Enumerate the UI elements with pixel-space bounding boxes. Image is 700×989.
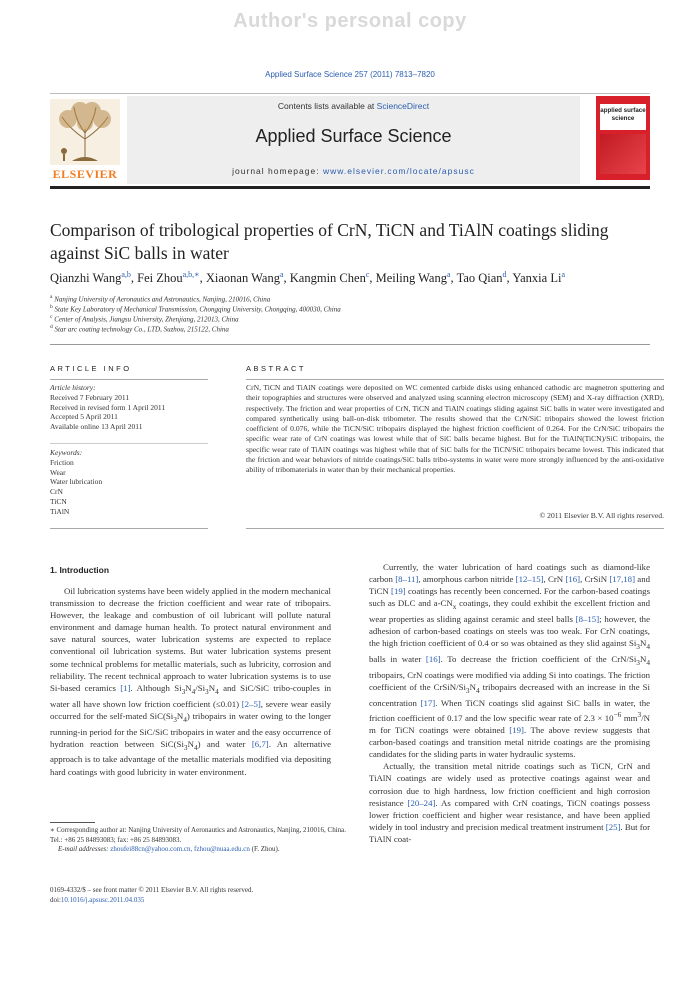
keyword: Water lubrication — [50, 477, 103, 487]
keyword: CrN — [50, 487, 63, 497]
cover-art — [600, 134, 646, 174]
affiliation-rule — [50, 344, 650, 345]
abstract-bottom-rule — [246, 528, 664, 529]
author-affiliation-marker[interactable]: c — [365, 270, 370, 279]
affiliation-c: $^c$ Center of Analysis, Jiangsu University, Zhenjiang, 212013, China — [50, 314, 239, 324]
cover-title: applied surface science — [600, 104, 646, 130]
footnote-rule — [50, 822, 95, 823]
elsevier-tree-logo — [50, 99, 120, 177]
author-name: Qianzhi Wang — [50, 271, 122, 286]
journal-homepage — [127, 166, 580, 176]
abstract-heading: ABSTRACT — [246, 364, 307, 373]
affiliation-b: $^b$ State Key Laboratory of Mechanical Transmission, Chongqing University, Chongqing, 400030, China — [50, 304, 341, 314]
email-links[interactable]: zhoufei88cn@yahoo.com.cn, fzhou@nuaa.edu.cn — [110, 845, 250, 853]
author-affiliation-marker[interactable]: a — [279, 270, 284, 279]
author-affiliation-marker[interactable]: a,b,∗ — [182, 270, 200, 279]
corresponding-author: ∗ Corresponding author at: Nanjing University of Aeronautics and Astronautics, Nanjing, 210016, China. Tel.: +86 25 84893083; fax: +86 25 84893083. — [50, 826, 346, 844]
homepage-link[interactable]: www.elsevier.com/locate/apsusc — [322, 166, 475, 176]
affiliation-a: $^a$ Nanjing University of Aeronautics and Astronautics, Nanjing, 210016, China — [50, 294, 271, 304]
history-revised: Received in revised form 1 April 2011 — [50, 402, 166, 412]
article-info-heading: ARTICLE INFO — [50, 364, 132, 373]
journal-name: Applied Surface Science — [255, 126, 452, 146]
elsevier-wordmark: ELSEVIER — [52, 167, 118, 181]
abstract-rule — [246, 379, 664, 380]
author-name: Xiaonan Wang — [205, 271, 280, 286]
front-matter-line: 0169-4332/$ – see front matter © 2011 Elsevier B.V. All rights reserved. — [50, 886, 254, 894]
author-name: Kangmin Chen — [289, 271, 366, 286]
author-name: Tao Qian — [456, 271, 503, 286]
contents-prefix: Contents lists available at — [277, 101, 377, 111]
author-name: Meiling Wang — [375, 271, 447, 286]
intro-column-left: Oil lubrication systems have been widely applied in the modern mechanical transmission to decrease the friction coefficient and wear rate of tribopairs. However, the leakage and combustion of oil lubricant will pollute natural environment and damage human health. To protect natural environment and save natural sources, water lubrication systems are expected to replace conventional oil lubrication systems. But water lubrication systems present some technical problems for metallic materials, such as lubricity, corrosion and reliability. The recent technical approach to water lubrication systems is to use Si-based ceramics [1]. Although $Si_3N_4/Si_3N_4$ and SiC/SiC tribo-couples in water all have shown low friction coefficient (≤0.01) [2–5], severe wear easily occurred for the self-mated $SiC(Si_3N_4)$ tribopairs in water owing to the longer running-in period for the SiC/SiC tribopairs in water and the easy occurrence of hydration reaction between $SiC(Si_3N_4)$ and water [6,7]. An alternative approach is to take advantage of the metallic materials modified via depositing hard coatings with good lubricity in water environment. — [50, 586, 332, 777]
author-name: Fei Zhou — [137, 271, 183, 286]
author-affiliation-marker[interactable]: a,b — [121, 270, 131, 279]
intro-column-right: Currently, the water lubrication of hard coatings such as diamond-like carbon [8–11], amorphous carbon nitride [12–15], CrN [16], CrSiN [17,18] and TiCN [19] coatings has recently been concerned. For the carbon-based coatings such as DLC and $a-CN_x$ coatings, they could exhibit the excellent friction and wear properties as sliding against ceramic and steel balls [8–15]; however, the adhesion of carbon-based coatings on steels was too weak. For CrN coatings, the high friction coefficient of 0.4 or so was obtained as they slid against $Si_3N_4$ balls in water [16]. To decrease the friction coefficient of the CrN/$Si_3N_4$ tribopairs, CrN coatings were modified via adding Si into coatings. The friction coefficient of the CrSiN/$Si_3N_4$ tribopairs decreased with an increase in the Si concentration [17]. When TiCN coatings slid against SiC balls in water, the friction coefficient of 0.17 and the low specific wear rate of $2.3 \times 10^{-6}$ $mm^3/N$ m for TiCN coatings were obtained [19]. The above review suggests that carbon-based coatings and transition metal nitride coatings are the promising candidates for the sliding parts in water hydraulic systems. Actually, the transition metal nitride coatings such as TiCN, CrN and TiAlN coatings are widely used as protective coatings against wear and corrosion due to high hardness, low friction coefficient and high corrosion resistance [20–24]. As compared with CrN coatings, TiCN coatings possess lower friction coefficient and higher wear resistance, and have been applied widely in tool industry and precision medical treatment instrument [25]. But for TiAlN coat- — [369, 562, 651, 844]
doi-line: doi:10.1016/j.apsusc.2011.04.035 — [50, 896, 145, 904]
keyword: TiCN — [50, 496, 67, 506]
author-affiliation-marker[interactable]: a — [446, 270, 451, 279]
article-title: Comparison of tribological properties of CrN, TiCN and TiAlN coatings sliding against SiC balls in water — [50, 220, 609, 263]
introduction-heading: 1. Introduction — [50, 565, 110, 575]
sciencedirect-link[interactable]: ScienceDirect — [376, 101, 430, 111]
contents-line — [127, 101, 580, 111]
issn-block — [50, 885, 370, 905]
affiliation-d: $^d$ Star arc coating technology Co., LTD, Suzhou, 215122, China — [50, 324, 229, 334]
journal-citation[interactable]: Applied Surface Science 257 (2011) 7813–7820 — [265, 70, 435, 79]
author-list: Qianzhi Wang$^{a,b}$, Fei Zhou$^{a,b,∗}$, Xiaonan Wang$^a$, Kangmin Chen$^c$, Meiling Wang$^a$, Tao Qian$^d$, Yanxia Li$^a$ — [50, 270, 565, 286]
keywords-label: Keywords: — [50, 448, 83, 457]
abstract-text: CrN, TiCN and TiAlN coatings were deposited on WC cemented carbide disks using enhanced cathodic arc magnetron sputtering and their topographies and structures were observed and analyzed using scanning electron microscopy (SEM) and X-ray diffraction (XRD), respectively. The friction and wear properties of CrN, TiCN and TiAlN coatings sliding against SiC balls in water were investigated and compared synthetically using ball-on-disk tribometer. The results showed that the CrN/SiC tribopairs showed the lowest friction coefficient of 0.076, while the TiCN/SiC tribopairs displayed the highest friction coefficient of 0.264. For the CrN/SiC tribopairs the specific wear rate of CrN coatings was lowest while that of SiC balls became highest. But for the TiAlN(TiCN)/SiC tribopairs, the specific wear rate of TiAlN coatings was highest while that of SiC balls for the TiCN/SiC tribopairs became lowest. This indicated that the friction and wear behaviors of nitride coatings/SiC balls tribo-systems in water were more strongly influenced by the anti-oxidative ability of tribomaterials in water than by their mechanical properties. — [246, 383, 664, 475]
header-bottom-rule — [50, 186, 650, 189]
article-info-rule — [50, 379, 208, 380]
keyword: Friction — [50, 457, 74, 467]
article-history — [50, 383, 208, 432]
doi-link[interactable]: 10.1016/j.apsusc.2011.04.035 — [60, 896, 145, 904]
corresponding-author-footnote — [50, 826, 350, 855]
abstract-copyright: © 2011 Elsevier B.V. All rights reserved. — [539, 511, 664, 520]
keywords-rule — [50, 443, 208, 444]
email-line: E-mail addresses: zhoufei88cn@yahoo.com.cn, fzhou@nuaa.edu.cn (F. Zhou). — [58, 845, 280, 853]
watermark: Author's personal copy — [233, 10, 467, 32]
header-top-rule — [50, 93, 650, 94]
keywords-block — [50, 448, 208, 517]
history-online: Available online 13 April 2011 — [50, 422, 143, 432]
homepage-prefix: journal homepage: — [232, 166, 323, 176]
history-received: Received 7 February 2011 — [50, 392, 130, 402]
history-label: Article history: — [50, 383, 96, 392]
author-affiliation-marker[interactable]: d — [502, 270, 507, 279]
keyword: TiAlN — [50, 506, 70, 516]
author-affiliation-marker[interactable]: a — [561, 270, 565, 279]
author-name: Yanxia Li — [512, 271, 562, 286]
info-bottom-rule — [50, 528, 208, 529]
keyword: Wear — [50, 467, 66, 477]
history-accepted: Accepted 5 April 2011 — [50, 412, 118, 422]
